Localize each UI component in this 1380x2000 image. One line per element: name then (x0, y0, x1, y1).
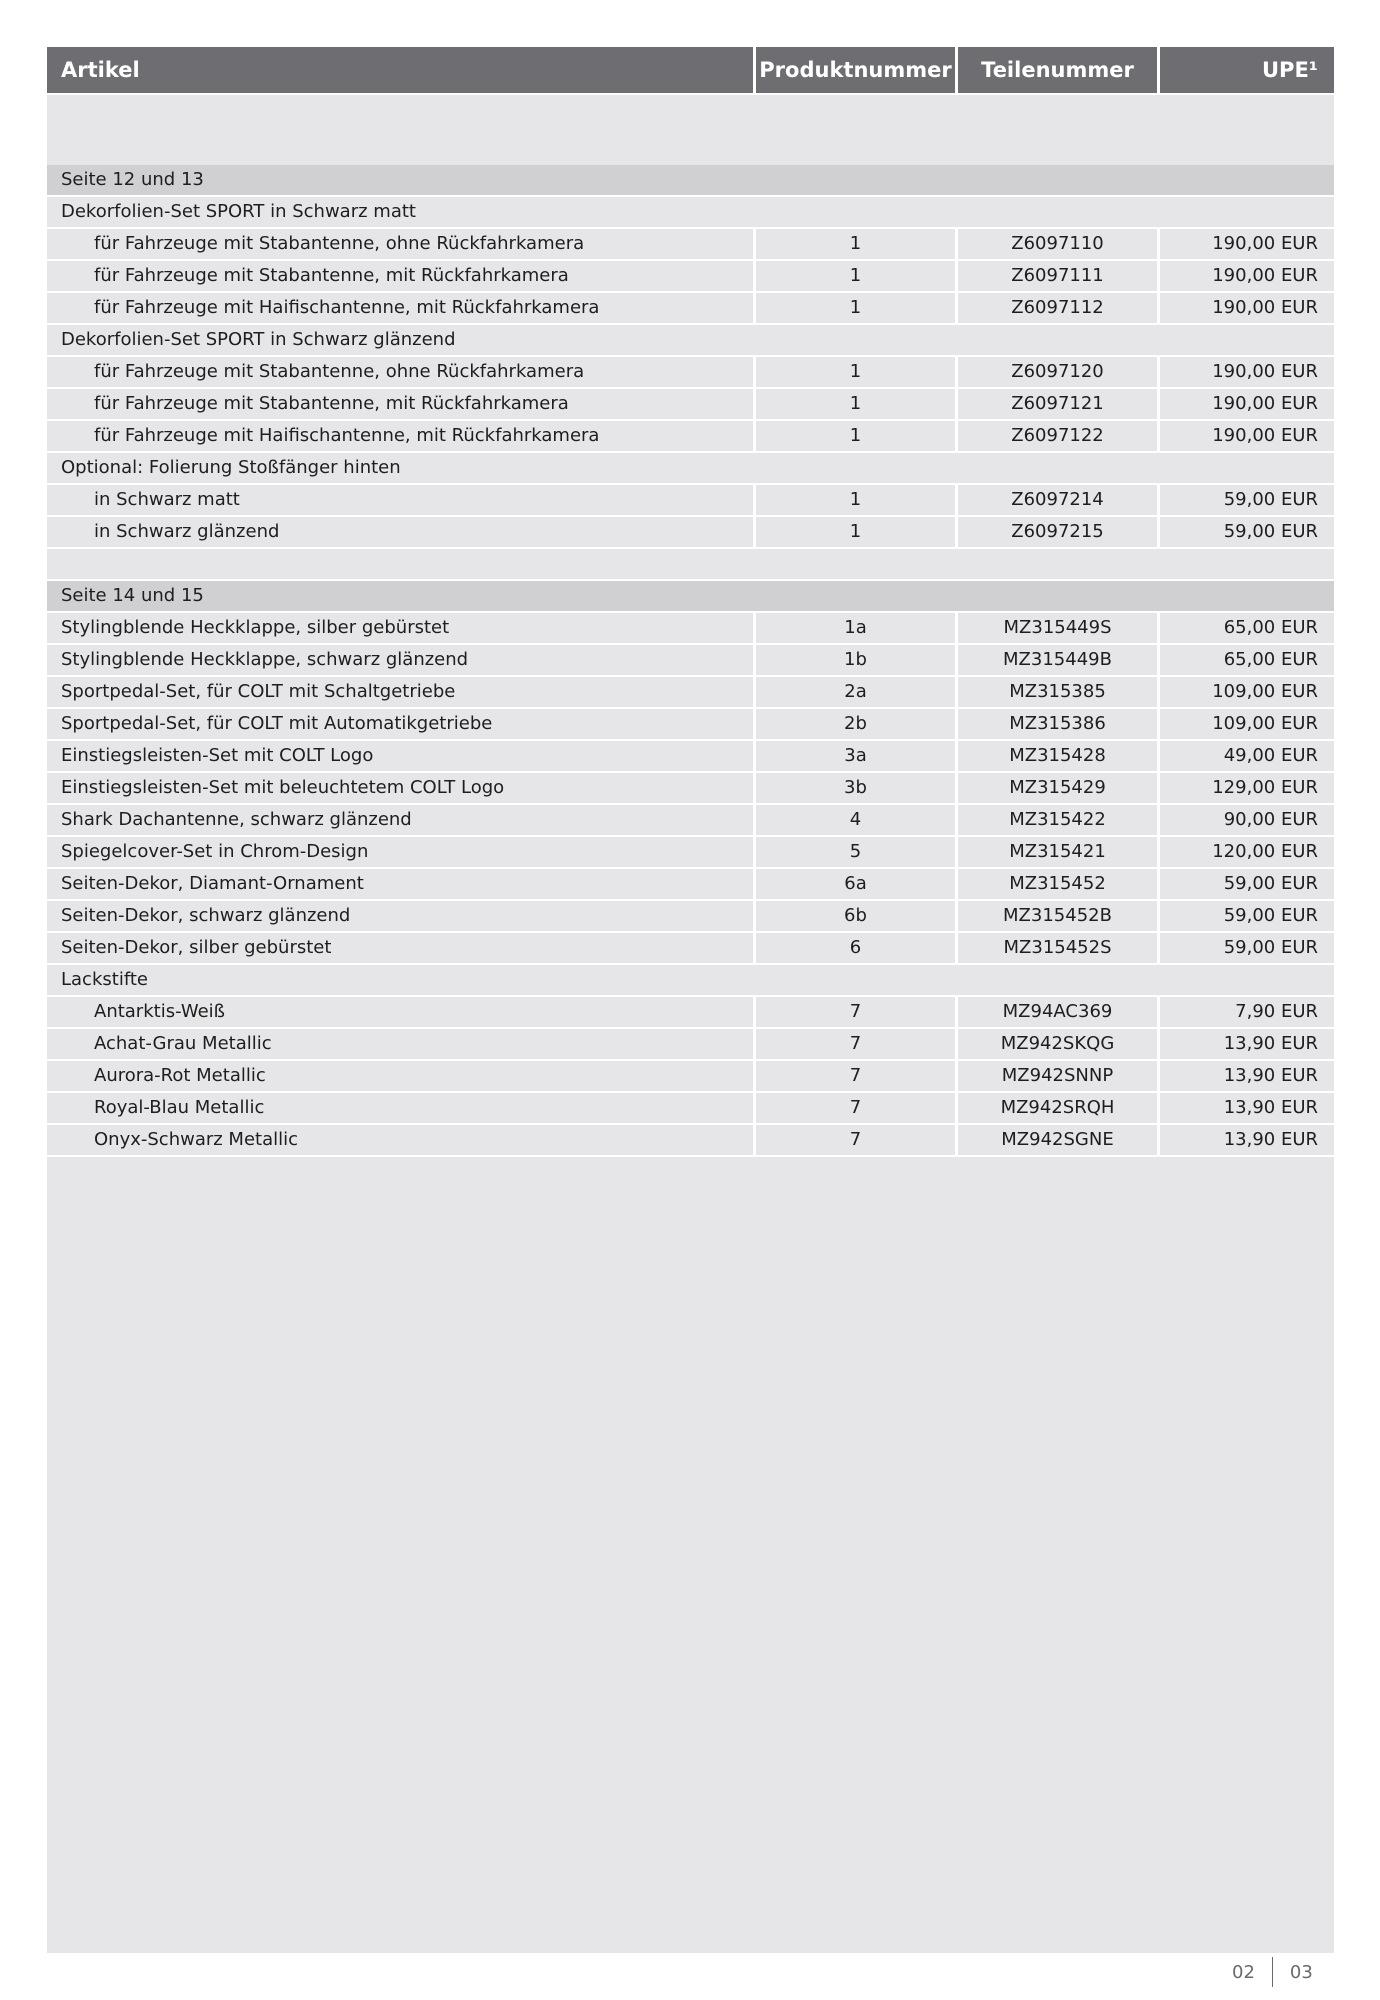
cell-artikel: Sportpedal-Set, für COLT mit Schaltgetriebe (61, 681, 456, 702)
cell-produktnummer: 5 (753, 837, 955, 867)
table-row (47, 1125, 1334, 1157)
table-row (47, 645, 1334, 677)
table-row (47, 869, 1334, 901)
cell-teilenummer: MZ94AC369 (955, 997, 1157, 1027)
section-header-row (47, 581, 1334, 613)
cell-artikel: Optional: Folierung Stoßfänger hinten (61, 457, 401, 478)
cell-artikel: Dekorfolien-Set SPORT in Schwarz matt (61, 201, 416, 222)
header-teilenummer: Teilenummer (955, 47, 1157, 93)
cell-upe: 59,00 EUR (1157, 869, 1334, 899)
cell-artikel: Seiten-Dekor, silber gebürstet (61, 937, 332, 958)
cell-artikel: für Fahrzeuge mit Haifischantenne, mit Rückfahrkamera (94, 425, 600, 446)
cell-produktnummer: 6 (753, 933, 955, 963)
cell-teilenummer: MZ315449S (955, 613, 1157, 643)
cell-artikel: Seiten-Dekor, schwarz glänzend (61, 905, 351, 926)
page-number-right: 03 (1289, 1961, 1313, 1983)
table-row (47, 421, 1334, 453)
cell-artikel: Sportpedal-Set, für COLT mit Automatikgetriebe (61, 713, 493, 734)
cell-produktnummer: 4 (753, 805, 955, 835)
cell-produktnummer: 3b (753, 773, 955, 803)
page-numbers (1232, 1957, 1313, 1987)
cell-upe: 7,90 EUR (1157, 997, 1334, 1027)
cell-artikel: Achat-Grau Metallic (94, 1033, 272, 1054)
cell-artikel: für Fahrzeuge mit Stabantenne, mit Rückfahrkamera (94, 393, 569, 414)
group-row (47, 325, 1334, 357)
cell-artikel: Antarktis-Weiß (94, 1001, 225, 1022)
cell-teilenummer: MZ315386 (955, 709, 1157, 739)
cell-upe: 190,00 EUR (1157, 421, 1334, 451)
cell-artikel: für Fahrzeuge mit Stabantenne, mit Rückfahrkamera (94, 265, 569, 286)
cell-produktnummer: 1 (753, 229, 955, 259)
cell-upe: 129,00 EUR (1157, 773, 1334, 803)
cell-teilenummer: Z6097120 (955, 357, 1157, 387)
cell-upe: 59,00 EUR (1157, 517, 1334, 547)
table-row (47, 357, 1334, 389)
cell-teilenummer: MZ942SNNP (955, 1061, 1157, 1091)
cell-artikel: Stylingblende Heckklappe, silber gebürstet (61, 617, 450, 638)
cell-artikel: Aurora-Rot Metallic (94, 1065, 266, 1086)
cell-teilenummer: Z6097121 (955, 389, 1157, 419)
cell-teilenummer: Z6097111 (955, 261, 1157, 291)
cell-artikel: Stylingblende Heckklappe, schwarz glänzend (61, 649, 469, 670)
cell-upe: 190,00 EUR (1157, 229, 1334, 259)
cell-teilenummer: MZ942SGNE (955, 1125, 1157, 1155)
cell-upe: 59,00 EUR (1157, 933, 1334, 963)
cell-upe: 190,00 EUR (1157, 261, 1334, 291)
table-body (47, 165, 1334, 1157)
group-row (47, 453, 1334, 485)
cell-artikel: in Schwarz glänzend (94, 521, 280, 542)
section-title: Seite 14 und 15 (61, 585, 204, 606)
cell-teilenummer: Z6097110 (955, 229, 1157, 259)
cell-teilenummer: Z6097214 (955, 485, 1157, 515)
cell-artikel: für Fahrzeuge mit Stabantenne, ohne Rückfahrkamera (94, 361, 585, 382)
table-row (47, 805, 1334, 837)
cell-teilenummer: MZ315422 (955, 805, 1157, 835)
cell-produktnummer: 7 (753, 1125, 955, 1155)
table-row (47, 741, 1334, 773)
cell-upe: 65,00 EUR (1157, 613, 1334, 643)
group-row (47, 965, 1334, 997)
spacer-row (47, 549, 1334, 581)
table-row (47, 1093, 1334, 1125)
cell-artikel: Lackstifte (61, 969, 148, 990)
cell-produktnummer: 6a (753, 869, 955, 899)
cell-upe: 190,00 EUR (1157, 357, 1334, 387)
table-row (47, 1029, 1334, 1061)
cell-teilenummer: MZ315385 (955, 677, 1157, 707)
cell-artikel: Einstiegsleisten-Set mit COLT Logo (61, 745, 374, 766)
cell-upe: 190,00 EUR (1157, 389, 1334, 419)
cell-teilenummer: MZ315421 (955, 837, 1157, 867)
table-row (47, 229, 1334, 261)
table-row (47, 933, 1334, 965)
page-separator (1272, 1957, 1273, 1987)
table-row (47, 613, 1334, 645)
cell-teilenummer: MZ942SRQH (955, 1093, 1157, 1123)
cell-teilenummer: MZ315449B (955, 645, 1157, 675)
table-row (47, 837, 1334, 869)
price-table (47, 47, 1334, 1953)
table-row (47, 901, 1334, 933)
cell-artikel: in Schwarz matt (94, 489, 240, 510)
table-row (47, 389, 1334, 421)
cell-produktnummer: 1 (753, 389, 955, 419)
cell-teilenummer: Z6097122 (955, 421, 1157, 451)
cell-produktnummer: 1 (753, 485, 955, 515)
table-row (47, 485, 1334, 517)
cell-teilenummer: Z6097215 (955, 517, 1157, 547)
table-row (47, 517, 1334, 549)
cell-produktnummer: 7 (753, 997, 955, 1027)
cell-teilenummer: MZ315428 (955, 741, 1157, 771)
cell-upe: 120,00 EUR (1157, 837, 1334, 867)
section-header-row (47, 165, 1334, 197)
table-row (47, 1061, 1334, 1093)
cell-upe: 109,00 EUR (1157, 677, 1334, 707)
header-artikel: Artikel (47, 47, 753, 93)
cell-teilenummer: MZ315452S (955, 933, 1157, 963)
cell-upe: 13,90 EUR (1157, 1061, 1334, 1091)
cell-teilenummer: MZ942SKQG (955, 1029, 1157, 1059)
cell-upe: 59,00 EUR (1157, 901, 1334, 931)
header-produktnummer: Produktnummer (753, 47, 955, 93)
cell-artikel: Dekorfolien-Set SPORT in Schwarz glänzend (61, 329, 456, 350)
cell-artikel: für Fahrzeuge mit Haifischantenne, mit Rückfahrkamera (94, 297, 600, 318)
cell-upe: 13,90 EUR (1157, 1125, 1334, 1155)
cell-upe: 109,00 EUR (1157, 709, 1334, 739)
header-upe: UPE¹ (1157, 47, 1334, 93)
cell-produktnummer: 1 (753, 357, 955, 387)
cell-produktnummer: 7 (753, 1093, 955, 1123)
table-row (47, 997, 1334, 1029)
cell-produktnummer: 1 (753, 293, 955, 323)
cell-upe: 65,00 EUR (1157, 645, 1334, 675)
table-row (47, 677, 1334, 709)
cell-upe: 59,00 EUR (1157, 485, 1334, 515)
cell-upe: 13,90 EUR (1157, 1029, 1334, 1059)
cell-produktnummer: 1b (753, 645, 955, 675)
cell-produktnummer: 7 (753, 1061, 955, 1091)
cell-teilenummer: MZ315429 (955, 773, 1157, 803)
cell-upe: 13,90 EUR (1157, 1093, 1334, 1123)
page-number-left: 02 (1232, 1961, 1255, 1983)
cell-teilenummer: MZ315452 (955, 869, 1157, 899)
table-row (47, 773, 1334, 805)
cell-artikel: Shark Dachantenne, schwarz glänzend (61, 809, 412, 830)
cell-artikel: Seiten-Dekor, Diamant-Ornament (61, 873, 364, 894)
cell-produktnummer: 1 (753, 261, 955, 291)
table-header (47, 47, 1334, 95)
cell-produktnummer: 2b (753, 709, 955, 739)
cell-upe: 190,00 EUR (1157, 293, 1334, 323)
group-row (47, 197, 1334, 229)
cell-artikel: Spiegelcover-Set in Chrom-Design (61, 841, 369, 862)
cell-upe: 90,00 EUR (1157, 805, 1334, 835)
cell-produktnummer: 1a (753, 613, 955, 643)
cell-teilenummer: Z6097112 (955, 293, 1157, 323)
cell-produktnummer: 1 (753, 421, 955, 451)
cell-produktnummer: 3a (753, 741, 955, 771)
cell-produktnummer: 6b (753, 901, 955, 931)
cell-teilenummer: MZ315452B (955, 901, 1157, 931)
table-row (47, 709, 1334, 741)
table-row (47, 261, 1334, 293)
cell-produktnummer: 7 (753, 1029, 955, 1059)
cell-artikel: Royal-Blau Metallic (94, 1097, 265, 1118)
cell-artikel: für Fahrzeuge mit Stabantenne, ohne Rückfahrkamera (94, 233, 585, 254)
section-title: Seite 12 und 13 (61, 169, 204, 190)
cell-produktnummer: 1 (753, 517, 955, 547)
cell-artikel: Einstiegsleisten-Set mit beleuchtetem COLT Logo (61, 777, 505, 798)
cell-upe: 49,00 EUR (1157, 741, 1334, 771)
table-row (47, 293, 1334, 325)
cell-artikel: Onyx-Schwarz Metallic (94, 1129, 299, 1150)
cell-produktnummer: 2a (753, 677, 955, 707)
